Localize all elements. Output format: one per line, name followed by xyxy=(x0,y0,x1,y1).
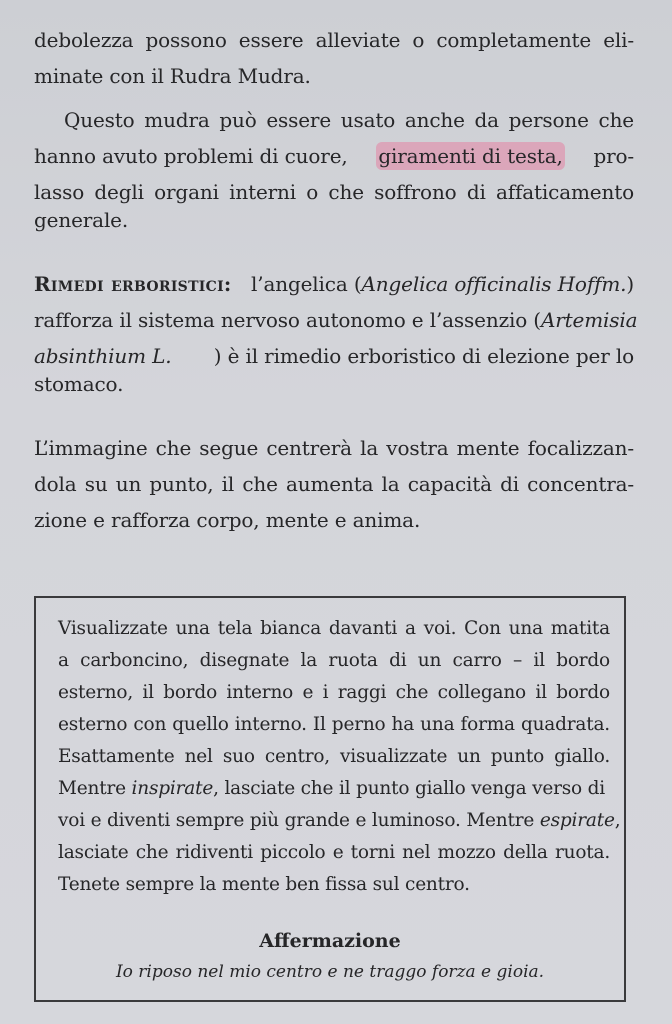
italic-text: inspirate xyxy=(131,778,214,799)
text-span: l’angelica ( xyxy=(251,272,362,296)
text-span: , xyxy=(614,810,621,831)
text-line xyxy=(34,306,638,334)
box-line: Tenete sempre la mente ben fissa sul centro. xyxy=(58,874,470,895)
box-line: Visualizzate una tela bianca davanti a voi. Con una matita xyxy=(58,618,610,639)
remedies-line xyxy=(34,270,634,298)
box-line: lasciate che ridiventi piccolo e torni nel mozzo della ruota. xyxy=(58,842,610,863)
text-span: hanno avuto problemi di cuore, xyxy=(34,144,348,168)
text-span: ) è il rimedio erboristico di elezione per lo xyxy=(213,344,634,368)
box-line: esterno, il bordo interno e i raggi che collegano il bordo xyxy=(58,682,610,703)
box-line: Esattamente nel suo centro, visualizzate un punto giallo. xyxy=(58,746,610,767)
text-line xyxy=(34,342,634,370)
text-line: zione e rafforza corpo, mente e anima. xyxy=(34,508,421,532)
text-line: debolezza possono essere alleviate o completamente eli- xyxy=(34,28,634,52)
text-span: , lasciate che il punto giallo venga verso di xyxy=(213,778,606,799)
italic-text: absinthium L. xyxy=(34,344,172,368)
text-line: dola su un punto, il che aumenta la capacità di concentra- xyxy=(34,472,634,496)
box-line xyxy=(58,808,621,834)
text-span: Mentre xyxy=(58,778,126,799)
text-line: stomaco. xyxy=(34,372,124,396)
text-line xyxy=(34,142,634,170)
text-line: generale. xyxy=(34,208,129,232)
box-line: esterno con quello interno. Il perno ha una forma quadrata. xyxy=(58,714,610,735)
text-span xyxy=(251,270,634,298)
affirmation-text: Io riposo nel mio centro e ne traggo forza e gioia. xyxy=(115,962,545,982)
italic-text: Angelica officinalis Hoffm. xyxy=(361,272,627,296)
text-span: ) xyxy=(626,272,634,296)
visualization-box xyxy=(34,596,626,1002)
highlighted-text: giramenti di testa, xyxy=(378,144,563,168)
text-span: voi e diventi sempre più grande e luminoso. Mentre xyxy=(58,810,535,831)
text-line: lasso degli organi interni o che soffrono di affaticamento xyxy=(34,180,634,204)
box-line xyxy=(58,776,610,802)
text-span: pro- xyxy=(593,144,634,168)
italic-text: espirate xyxy=(539,810,615,831)
affirmation-title: Affermazione xyxy=(259,930,401,952)
text-line: minate con il Rudra Mudra. xyxy=(34,64,311,88)
text-line: L’immagine che segue centrerà la vostra mente focalizzan- xyxy=(34,436,634,460)
text-span: rafforza il sistema nervoso autonomo e l’assenzio ( xyxy=(34,308,541,332)
box-line: a carboncino, disegnate la ruota di un carro – il bordo xyxy=(58,650,610,671)
text-span xyxy=(58,776,605,802)
remedies-heading: Rimedi erboristici: xyxy=(34,272,232,296)
text-line: Questo mudra può essere usato anche da persone che xyxy=(64,108,634,132)
italic-text: Artemisia xyxy=(540,308,638,332)
